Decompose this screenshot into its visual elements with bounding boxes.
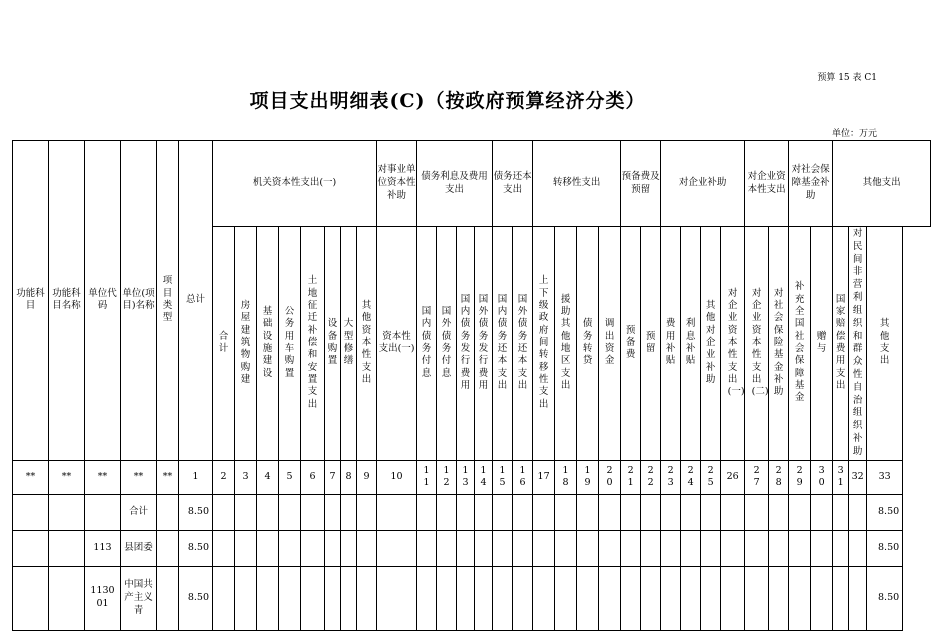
cell-total: 8.50 xyxy=(179,530,213,566)
index-cell: 31 xyxy=(833,460,849,494)
cell-empty xyxy=(599,566,621,630)
sub-header: 设备购置 xyxy=(325,227,341,461)
sub-header: 债务转贷 xyxy=(577,227,599,461)
group-social-security: 对社会保障基金补助 xyxy=(789,141,833,227)
cell-empty xyxy=(721,530,745,566)
group-debt-repay: 债务还本支出 xyxy=(493,141,533,227)
cell-empty xyxy=(661,530,681,566)
cell-empty xyxy=(721,566,745,630)
index-cell: 7 xyxy=(325,460,341,494)
col-total: 总计 xyxy=(179,141,213,461)
index-cell: 13 xyxy=(457,460,475,494)
index-cell: ** xyxy=(157,460,179,494)
sub-header: 公务用车购置 xyxy=(279,227,301,461)
cell-total: 8.50 xyxy=(179,494,213,530)
cell-empty xyxy=(417,566,437,630)
sub-header: 其他支出 xyxy=(867,227,903,461)
sub-header: 利息补贴 xyxy=(681,227,701,461)
sub-header: 基础设施建设 xyxy=(257,227,279,461)
cell-func-subject xyxy=(13,566,49,630)
cell-empty xyxy=(701,530,721,566)
cell-empty xyxy=(357,494,377,530)
cell-func-name xyxy=(49,566,85,630)
cell-other: 8.50 xyxy=(867,494,903,530)
sub-header: 国外债务发行费用 xyxy=(475,227,493,461)
cell-other: 8.50 xyxy=(867,566,903,630)
sub-header: 上下级政府间转移性支出 xyxy=(533,227,555,461)
index-cell: 30 xyxy=(811,460,833,494)
col-unit-code: 单位代码 xyxy=(85,141,121,461)
sub-header: 土地征迁补偿和安置支出 xyxy=(301,227,325,461)
sub-header: 援助其他地区支出 xyxy=(555,227,577,461)
cell-empty xyxy=(417,494,437,530)
cell-empty xyxy=(533,566,555,630)
data-rows xyxy=(13,494,931,630)
index-cell: 2 xyxy=(213,460,235,494)
cell-project-type xyxy=(157,566,179,630)
index-cell: 8 xyxy=(341,460,357,494)
index-cell: 5 xyxy=(279,460,301,494)
sub-header: 对企业资本性支出(二) xyxy=(745,227,769,461)
group-debt-interest: 债务利息及费用支出 xyxy=(417,141,493,227)
index-cell: 17 xyxy=(533,460,555,494)
cell-empty xyxy=(475,566,493,630)
cell-empty xyxy=(325,530,341,566)
form-code: 预算 15 表 C1 xyxy=(817,73,877,83)
index-cell: ** xyxy=(13,460,49,494)
cell-empty xyxy=(789,530,811,566)
cell-empty xyxy=(437,494,457,530)
cell-empty xyxy=(513,494,533,530)
sub-header: 对民间非营利组织和群众性自治组织补助 xyxy=(849,227,867,461)
cell-empty xyxy=(745,530,769,566)
cell-empty xyxy=(377,566,417,630)
cell-empty xyxy=(745,566,769,630)
cell-empty xyxy=(849,566,867,630)
cell-empty xyxy=(301,566,325,630)
index-cell: 16 xyxy=(513,460,533,494)
cell-empty xyxy=(257,530,279,566)
index-cell: 12 xyxy=(437,460,457,494)
cell-func-subject xyxy=(13,530,49,566)
cell-empty xyxy=(493,494,513,530)
cell-empty xyxy=(641,530,661,566)
cell-total: 8.50 xyxy=(179,566,213,630)
index-cell: 1 xyxy=(179,460,213,494)
sub-header: 资本性支出(一) xyxy=(377,227,417,461)
unit-label: 单位：万元 xyxy=(831,129,877,139)
index-cell: 4 xyxy=(257,460,279,494)
index-cell: 19 xyxy=(577,460,599,494)
cell-empty xyxy=(513,566,533,630)
index-cell: 27 xyxy=(745,460,769,494)
sub-header: 国外债务还本支出 xyxy=(513,227,533,461)
sub-header: 赠与 xyxy=(811,227,833,461)
sub-header: 国内债务发行费用 xyxy=(457,227,475,461)
cell-empty xyxy=(701,494,721,530)
cell-empty xyxy=(279,530,301,566)
expenditure-table xyxy=(12,140,931,631)
cell-empty xyxy=(849,494,867,530)
cell-empty xyxy=(599,494,621,530)
cell-empty xyxy=(661,566,681,630)
index-cell: 15 xyxy=(493,460,513,494)
cell-empty xyxy=(437,530,457,566)
cell-empty xyxy=(325,494,341,530)
index-cell: 14 xyxy=(475,460,493,494)
cell-empty xyxy=(721,494,745,530)
cell-empty xyxy=(357,530,377,566)
cell-empty xyxy=(769,566,789,630)
cell-empty xyxy=(701,566,721,630)
cell-empty xyxy=(681,530,701,566)
cell-empty xyxy=(341,566,357,630)
cell-empty xyxy=(513,530,533,566)
index-cell: 29 xyxy=(789,460,811,494)
group-enterprise-subsidy: 对企业补助 xyxy=(661,141,745,227)
cell-unit-code xyxy=(85,494,121,530)
table-row xyxy=(13,494,931,530)
cell-empty xyxy=(789,566,811,630)
index-cell: 24 xyxy=(681,460,701,494)
sub-header: 国内债务还本支出 xyxy=(493,227,513,461)
cell-other: 8.50 xyxy=(867,530,903,566)
index-cell: 21 xyxy=(621,460,641,494)
cell-empty xyxy=(457,566,475,630)
sub-header: 对社会保险基金补助 xyxy=(769,227,789,461)
cell-empty xyxy=(377,494,417,530)
cell-empty xyxy=(577,530,599,566)
cell-project-type xyxy=(157,494,179,530)
page-title: 项目支出明细表(C)（按政府预算经济分类） xyxy=(249,90,646,112)
cell-empty xyxy=(849,530,867,566)
cell-unit-name: 中国共产主义青 xyxy=(121,566,157,630)
cell-empty xyxy=(811,494,833,530)
sub-header: 国内债务付息 xyxy=(417,227,437,461)
group-reserve: 预备费及预留 xyxy=(621,141,661,227)
cell-project-type xyxy=(157,530,179,566)
cell-empty xyxy=(769,530,789,566)
cell-empty xyxy=(257,494,279,530)
cell-unit-code: 113 xyxy=(85,530,121,566)
index-cell: 33 xyxy=(867,460,903,494)
sub-header: 预备费 xyxy=(621,227,641,461)
cell-empty xyxy=(811,530,833,566)
cell-func-name xyxy=(49,494,85,530)
cell-empty xyxy=(833,566,849,630)
cell-empty xyxy=(213,566,235,630)
col-func-subject: 功能科目 xyxy=(13,141,49,461)
cell-empty xyxy=(341,530,357,566)
cell-empty xyxy=(681,494,701,530)
sub-header: 其他对企业补助 xyxy=(701,227,721,461)
index-cell: 25 xyxy=(701,460,721,494)
cell-empty xyxy=(377,530,417,566)
table-row xyxy=(13,566,931,630)
index-cell: 22 xyxy=(641,460,661,494)
cell-empty xyxy=(235,494,257,530)
cell-empty xyxy=(661,494,681,530)
cell-empty xyxy=(437,566,457,630)
sub-header: 大型修缮 xyxy=(341,227,357,461)
index-cell: 20 xyxy=(599,460,621,494)
col-func-name: 功能科目名称 xyxy=(49,141,85,461)
index-cell: 26 xyxy=(721,460,745,494)
cell-empty xyxy=(357,566,377,630)
group-other: 其他支出 xyxy=(833,141,931,227)
index-cell: ** xyxy=(121,460,157,494)
cell-empty xyxy=(417,530,437,566)
cell-func-subject xyxy=(13,494,49,530)
cell-empty xyxy=(325,566,341,630)
index-cell: ** xyxy=(49,460,85,494)
group-transfer: 转移性支出 xyxy=(533,141,621,227)
index-cell: 23 xyxy=(661,460,681,494)
cell-empty xyxy=(621,530,641,566)
index-cell: 3 xyxy=(235,460,257,494)
cell-empty xyxy=(493,530,513,566)
cell-empty xyxy=(235,530,257,566)
cell-empty xyxy=(577,494,599,530)
cell-empty xyxy=(533,530,555,566)
sub-header: 对企业资本性支出(一) xyxy=(721,227,745,461)
cell-empty xyxy=(833,494,849,530)
cell-empty xyxy=(341,494,357,530)
index-cell: 11 xyxy=(417,460,437,494)
cell-empty xyxy=(475,494,493,530)
cell-empty xyxy=(577,566,599,630)
cell-empty xyxy=(213,530,235,566)
cell-empty xyxy=(641,494,661,530)
col-project-type: 项目类型 xyxy=(157,141,179,461)
cell-empty xyxy=(599,530,621,566)
cell-empty xyxy=(811,566,833,630)
cell-empty xyxy=(279,494,301,530)
sub-header: 预留 xyxy=(641,227,661,461)
cell-unit-name: 县团委 xyxy=(121,530,157,566)
cell-empty xyxy=(213,494,235,530)
cell-empty xyxy=(475,530,493,566)
cell-empty xyxy=(555,566,577,630)
group-enterprise-capital: 对企业资本性支出 xyxy=(745,141,789,227)
cell-empty xyxy=(621,494,641,530)
sub-header: 补充全国社会保障基金 xyxy=(789,227,811,461)
cell-empty xyxy=(769,494,789,530)
index-cell: 6 xyxy=(301,460,325,494)
cell-empty xyxy=(301,494,325,530)
index-cell: 28 xyxy=(769,460,789,494)
cell-empty xyxy=(457,494,475,530)
index-cell: 9 xyxy=(357,460,377,494)
cell-empty xyxy=(833,530,849,566)
sub-header: 调出资金 xyxy=(599,227,621,461)
sub-header: 房屋建筑物购建 xyxy=(235,227,257,461)
cell-empty xyxy=(279,566,301,630)
col-unit-name: 单位(项目)名称 xyxy=(121,141,157,461)
index-row xyxy=(13,460,931,494)
cell-empty xyxy=(745,494,769,530)
group-jiguan: 机关资本性支出(一) xyxy=(213,141,377,227)
cell-empty xyxy=(235,566,257,630)
cell-empty xyxy=(681,566,701,630)
sub-header: 合计 xyxy=(213,227,235,461)
cell-empty xyxy=(301,530,325,566)
index-cell: 18 xyxy=(555,460,577,494)
table-row xyxy=(13,530,931,566)
cell-empty xyxy=(555,494,577,530)
cell-empty xyxy=(789,494,811,530)
cell-empty xyxy=(457,530,475,566)
index-cell: ** xyxy=(85,460,121,494)
cell-empty xyxy=(493,566,513,630)
sub-header: 国家赔偿费用支出 xyxy=(833,227,849,461)
cell-empty xyxy=(555,530,577,566)
index-cell: 32 xyxy=(849,460,867,494)
cell-empty xyxy=(257,566,279,630)
cell-unit-code: 113001 xyxy=(85,566,121,630)
sub-header: 费用补贴 xyxy=(661,227,681,461)
cell-unit-name: 合计 xyxy=(121,494,157,530)
cell-empty xyxy=(641,566,661,630)
sub-header: 其他资本性支出 xyxy=(357,227,377,461)
index-cell: 10 xyxy=(377,460,417,494)
group-shiye: 对事业单位资本性补助 xyxy=(377,141,417,227)
cell-func-name xyxy=(49,530,85,566)
cell-empty xyxy=(621,566,641,630)
cell-empty xyxy=(533,494,555,530)
sub-header: 国外债务付息 xyxy=(437,227,457,461)
